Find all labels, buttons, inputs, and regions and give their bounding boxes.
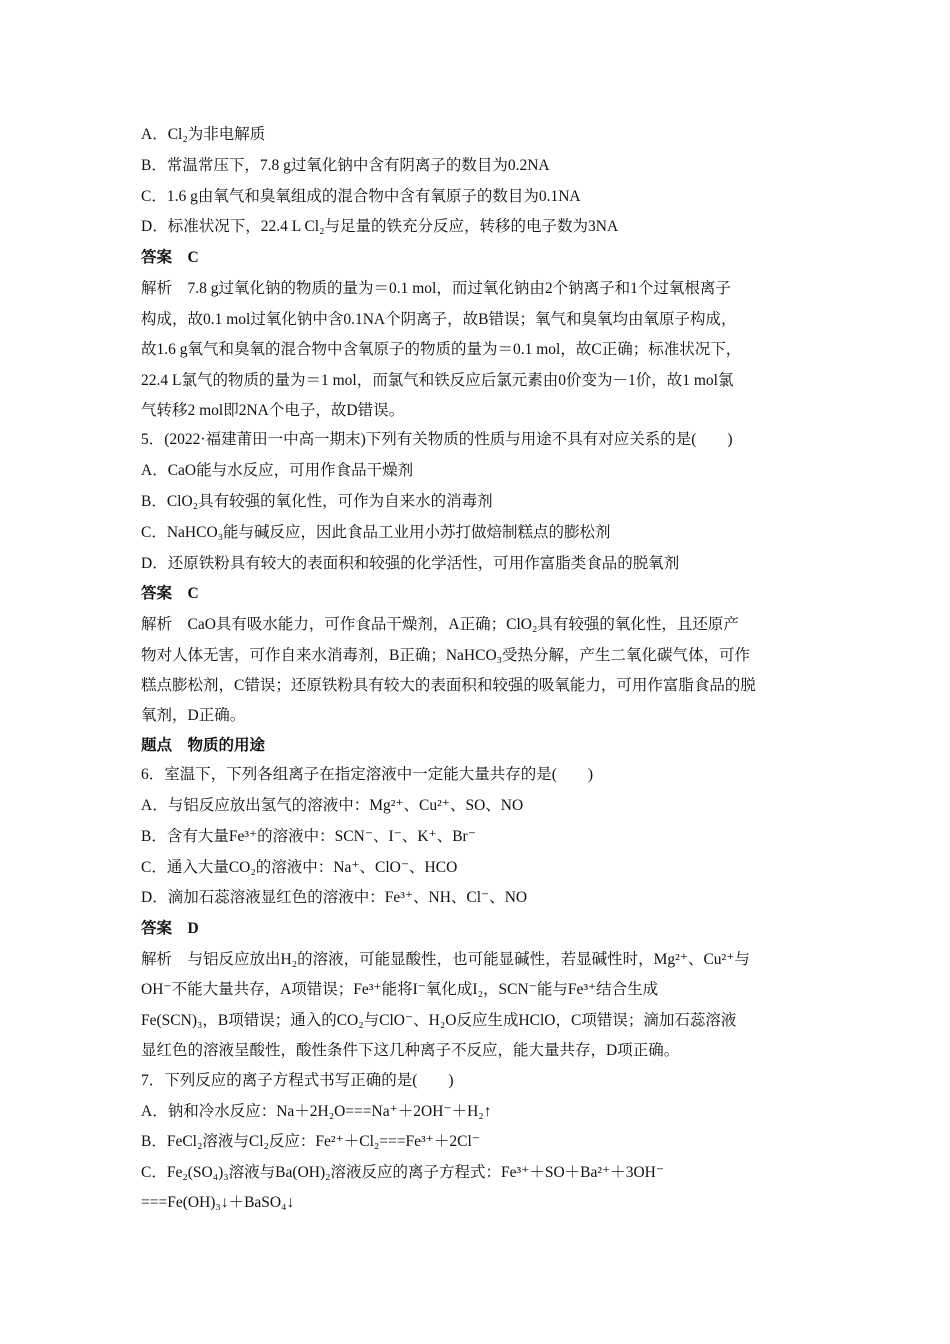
explanation-q5-line-3: 糕点膨松剂，C错误；还原铁粉具有较大的表面积和较强的吸氧能力，可用作富脂食品的脱 [141,677,756,694]
explanation-q4-line-2: 构成，故0.1 mol过氧化钠中含0.1NA个阴离子，故B错误；氧气和臭氧均由氧原子构成， [141,311,737,328]
explanation-q5-line-1: 解析 CaO具有吸水能力，可作食品干燥剂，A正确；ClO₂具有较强的氧化性，且还原产 [141,616,739,633]
option-a-q4: A．Cl₂为非电解质 [141,126,266,143]
option-c-q7-line-2: ===Fe(OH)₃↓＋BaSO₄↓ [141,1194,295,1211]
question-7: 7．下列反应的离子方程式书写正确的是( ) [141,1072,454,1089]
explanation-q4-line-4: 22.4 L氯气的物质的量为＝1 mol，而氯气和铁反应后氯元素由0价变为－1价，故1 mol氯 [141,372,734,389]
option-a-q5: A．CaO能与水反应，可用作食品干燥剂 [141,462,414,479]
option-b-q4: B．常温常压下，7.8 g过氧化钠中含有阴离子的数目为0.2NA [141,157,550,174]
option-d-q4: D．标准状况下，22.4 L Cl₂与足量的铁充分反应，转移的电子数为3NA [141,218,619,235]
option-c-q4: C．1.6 g由氧气和臭氧组成的混合物中含有氧原子的数目为0.1NA [141,188,581,205]
option-b-q6: B．含有大量Fe³⁺的溶液中：SCN⁻、I⁻、K⁺、Br⁻ [141,828,476,845]
option-a-q7: A．钠和冷水反应：Na＋2H₂O===Na⁺＋2OH⁻＋H₂↑ [141,1103,492,1120]
topic-q5: 题点 物质的用途 [141,737,266,754]
question-6: 6．室温下，下列各组离子在指定溶液中一定能大量共存的是( ) [141,766,594,783]
option-b-q7: B．FeCl₂溶液与Cl₂反应：Fe²⁺＋Cl₂===Fe³⁺＋2Cl⁻ [141,1133,480,1150]
explanation-q4-line-5: 气转移2 mol即2NA个电子，故D错误。 [141,402,405,419]
answer-q6: 答案 D [141,920,199,937]
option-b-q5: B．ClO₂具有较强的氧化性，可作为自来水的消毒剂 [141,493,493,510]
explanation-q6-line-1: 解析 与铝反应放出H₂的溶液，可能显酸性，也可能显碱性，若显碱性时，Mg²⁺、Cu²⁺与 [141,951,750,968]
question-5: 5．(2022·福建莆田一中高一期末)下列有关物质的性质与用途不具有对应关系的是( ) [141,431,733,448]
option-c-q5: C．NaHCO₃能与碱反应，因此食品工业用小苏打做焙制糕点的膨松剂 [141,524,611,541]
explanation-q5-line-2: 物对人体无害，可作自来水消毒剂，B正确；NaHCO₃受热分解，产生二氧化碳气体，可作 [141,647,751,664]
option-c-q7-line-1: C．Fe₂(SO₄)₃溶液与Ba(OH)₂溶液反应的离子方程式：Fe³⁺＋SO＋Ba²⁺＋3OH⁻ [141,1164,665,1181]
explanation-q4-line-1: 解析 7.8 g过氧化钠的物质的量为＝0.1 mol，而过氧化钠由2个钠离子和1个过氧根离子 [141,280,731,297]
explanation-q6-line-3: Fe(SCN)₃，B项错误；通入的CO₂与ClO⁻、H₂O反应生成HClO，C项错误；滴加石蕊溶液 [141,1012,737,1029]
explanation-q6-line-2: OH⁻不能大量共存，A项错误；Fe³⁺能将I⁻氧化成I₂，SCN⁻能与Fe³⁺结合生成 [141,981,659,998]
explanation-q5-line-4: 氧剂，D正确。 [141,707,246,724]
option-d-q5: D．还原铁粉具有较大的表面积和较强的化学活性，可用作富脂类食品的脱氧剂 [141,555,680,572]
answer-q4: 答案 C [141,249,199,266]
option-a-q6: A．与铝反应放出氢气的溶液中：Mg²⁺、Cu²⁺、SO、NO [141,797,524,814]
explanation-q6-line-4: 显红色的溶液呈酸性，酸性条件下这几种离子不反应，能大量共存，D项正确。 [141,1042,680,1059]
explanation-q4-line-3: 故1.6 g氧气和臭氧的混合物中含氧原子的物质的量为＝0.1 mol，故C正确；标准状况下， [141,341,742,358]
option-d-q6: D．滴加石蕊溶液显红色的溶液中：Fe³⁺、NH、Cl⁻、NO [141,889,528,906]
answer-q5: 答案 C [141,585,199,602]
option-c-q6: C．通入大量CO₂的溶液中：Na⁺、ClO⁻、HCO [141,859,458,876]
